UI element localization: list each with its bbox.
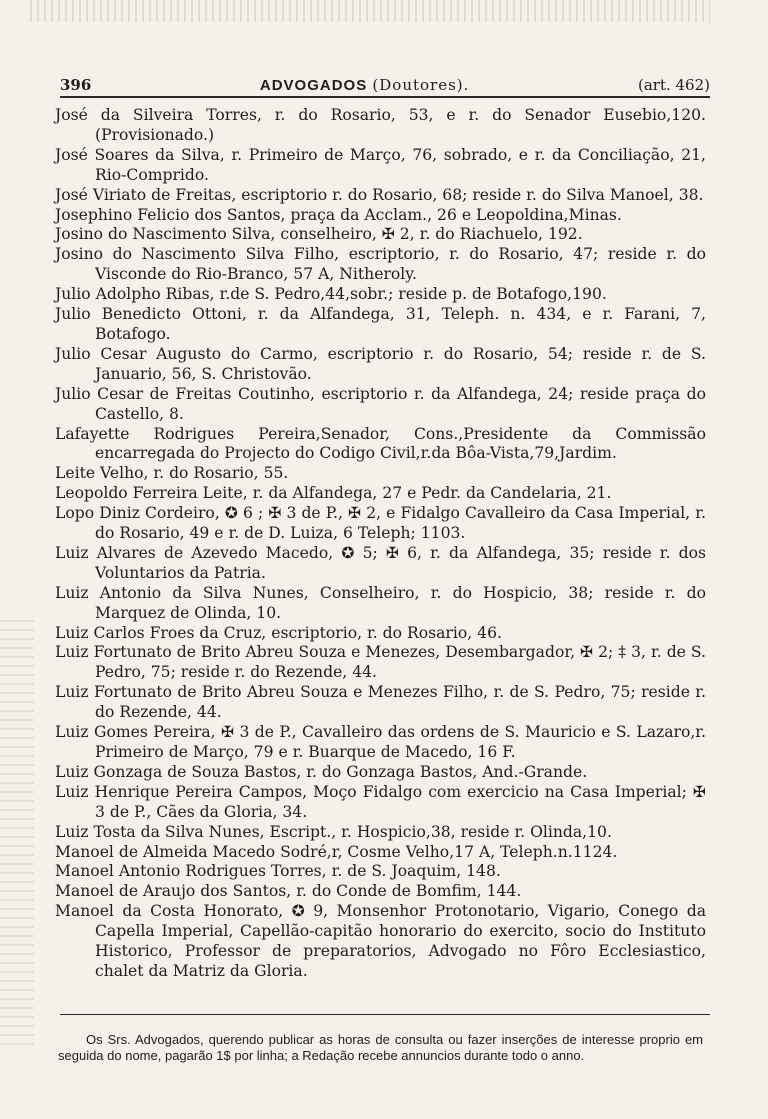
list-item: Manoel de Almeida Macedo Sodré,r, Cosme Velho,17 A, Teleph.n.1124. [55,842,618,861]
list-item: Luiz Carlos Froes da Cruz, escriptorio, r. do Rosario, 46. [55,623,502,642]
list-item: Julio Cesar Augusto do Carmo, escriptorio r. do Rosario, 54; reside r. de S. Januario, 56, S. Christovão. [55,344,706,383]
list-item: Luiz Fortunato de Brito Abreu Souza e Menezes, Desembargador, ✠ 2; ‡ 3, r. de S. Pedro, 75; reside r. do Rezende, 44. [55,643,706,682]
entry-list [50,106,706,982]
list-item: Luiz Gonzaga de Souza Bastos, r. do Gonzaga Bastos, And.-Grande. [55,762,588,781]
list-item: Luiz Antonio da Silva Nunes, Conselheiro, r. do Hospicio, 38; reside r. do Marquez de Olinda, 10. [55,583,706,622]
footnote-rule [60,1014,710,1015]
running-header [60,66,710,94]
print-bleed-top [30,0,710,22]
list-item: Luiz Gomes Pereira, ✠ 3 de P., Cavalleiro das ordens de S. Mauricio e S. Lazaro,r. Primeiro de Março, 79 e r. Buarque de Macedo, 16 F. [55,723,706,761]
section-title [260,76,470,94]
list-item: Julio Benedicto Ottoni, r. da Alfandega, 31, Teleph. n. 434, e r. Farani, 7, Botafogo. [55,305,706,343]
list-item: Josino do Nascimento Silva Filho, escriptorio, r. do Rosario, 47; reside r. do Visconde do Rio-Branco, 57 A, Nitheroly. [55,245,706,284]
list-item: Manoel da Costa Honorato, ✪ 9, Monsenhor Protonotario, Vigario, Conego da Capella Imperial, Capellão-capitão honorario do exercito, socio do Instituto Historico, Professor de preparatorios, Advogado no Fôro Ecclesiastico, chalet da Matriz da Gloria. [55,902,706,980]
article-reference: (art. 462) [637,76,710,94]
print-bleed-left [0,620,34,1050]
list-item: Manoel Antonio Rodrigues Torres, r. de S. Joaquim, 148. [55,862,501,881]
list-item: Manoel de Araujo dos Santos, r. do Conde de Bomfim, 144. [55,882,522,901]
list-item: Lopo Diniz Cordeiro, ✪ 6 ; ✠ 3 de P., ✠ 2, e Fidalgo Cavalleiro da Casa Imperial, r. do Rosario, 49 e r. de D. Luiza, 6 Teleph; 1103. [55,504,706,543]
list-item: Josephino Felicio dos Santos, praça da Acclam., 26 e Leopoldina,Minas. [55,205,622,224]
section-title-main: ADVOGADOS [259,77,368,94]
list-item: Luiz Tosta da Silva Nunes, Escript., r. Hospicio,38, reside r. Olinda,10. [55,822,612,841]
list-item: Julio Adolpho Ribas, r.de S. Pedro,44,sobr.; reside p. de Botafogo,190. [55,285,607,304]
list-item: José Viriato de Freitas, escriptorio r. do Rosario, 68; reside r. do Silva Manoel, 38. [55,185,704,204]
page-number: 396 [60,76,92,94]
list-item: José Soares da Silva, r. Primeiro de Março, 76, sobrado, e r. da Conciliação, 21, Rio-Comprido. [55,145,706,184]
list-item: Julio Cesar de Freitas Coutinho, escriptorio r. da Alfandega, 24; reside praça do Castello, 8. [55,384,706,423]
header-rule [60,96,710,98]
list-item: Luiz Fortunato de Brito Abreu Souza e Menezes Filho, r. de S. Pedro, 75; reside r. do Rezende, 44. [55,683,706,722]
list-item: Leite Velho, r. do Rosario, 55. [55,464,289,483]
footnote: Os Srs. Advogados, querendo publicar as horas de consulta ou fazer inserções de interesse proprio em seguida do nome, pagarão 1$ por linha; a Redação recebe annuncios durante todo o anno. [58,1032,703,1063]
list-item: Luiz Henrique Pereira Campos, Moço Fidalgo com exercicio na Casa Imperial; ✠ 3 de P., Cães da Gloria, 34. [55,782,706,821]
list-item: Lafayette Rodrigues Pereira,Senador, Cons.,Presidente da Commissão encarregada do Projecto do Codigo Civil,r.da Bôa-Vista,79,Jardim. [55,424,706,463]
list-item: Josino do Nascimento Silva, conselheiro, ✠ 2, r. do Riachuelo, 192. [55,225,583,244]
section-title-sub: (Doutores). [372,76,470,94]
list-item: Luiz Alvares de Azevedo Macedo, ✪ 5; ✠ 6, r. da Alfandega, 35; reside r. dos Voluntarios da Patria. [55,543,706,582]
list-item: José da Silveira Torres, r. do Rosario, 53, e r. do Senador Eusebio,120. (Provisionado.) [55,106,706,144]
list-item: Leopoldo Ferreira Leite, r. da Alfandega, 27 e Pedr. da Candelaria, 21. [55,484,612,503]
